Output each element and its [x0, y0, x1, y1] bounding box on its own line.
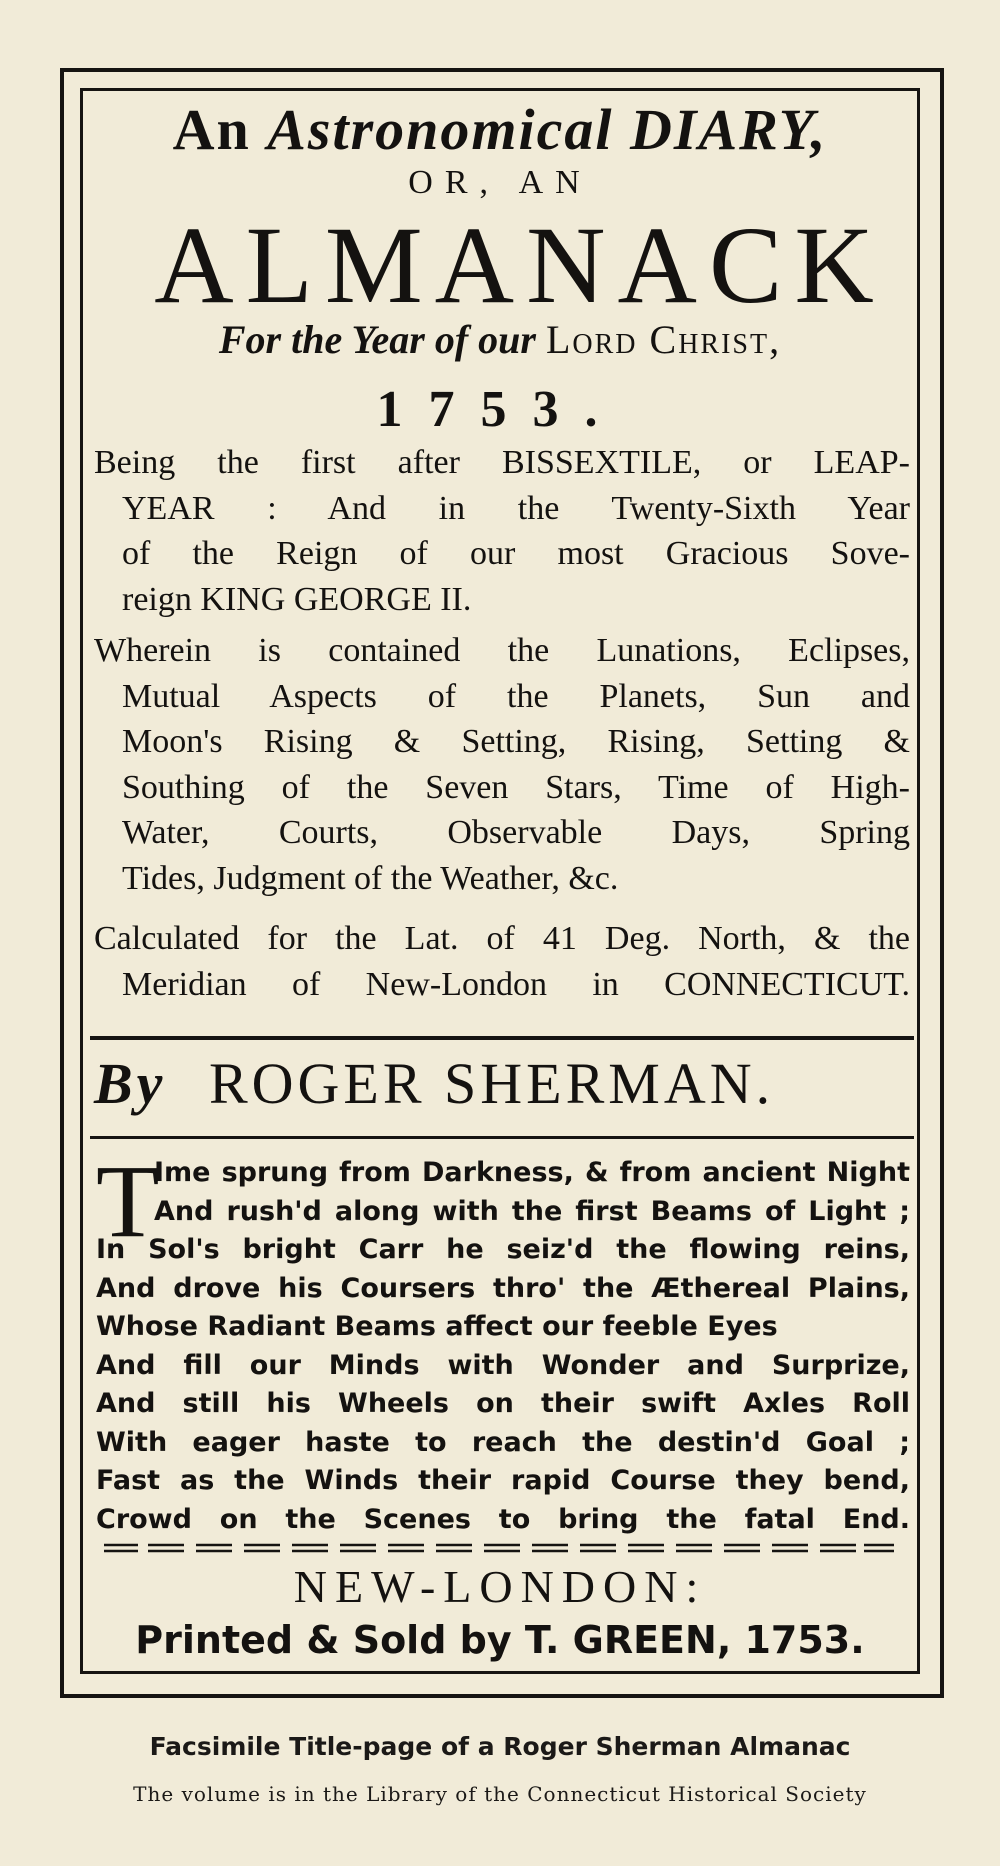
author-line: [94, 1050, 910, 1117]
paragraph-contents: [94, 628, 910, 901]
paragraph-line: Meridian of New-London in CONNECTICUT.: [122, 965, 910, 1003]
paragraph-line: YEAR : And in the Twenty-Sixth Year: [122, 489, 910, 527]
poem-line: And still his Wheels on their swift Axles Roll: [96, 1388, 910, 1419]
poem-line: Ime sprung from Darkness, & from ancient Night: [154, 1157, 910, 1188]
title-an: An: [172, 97, 251, 162]
poem-line: With eager haste to reach the destin'd Goal ;: [96, 1426, 910, 1458]
paragraph-line: Southing of the Seven Stars, Time of High-: [122, 768, 910, 806]
paragraph-line: Calculated for the Lat. of 41 Deg. North, & the: [94, 920, 910, 957]
paragraph-line: reign KING GEORGE II.: [122, 580, 472, 618]
poem-line: And fill our Minds with Wonder and Surprize,: [96, 1349, 910, 1381]
paragraph-line: Being the first after BISSEXTILE, or LEAP-: [94, 444, 910, 481]
caption-note: The volume is in the Library of the Connecticut Historical Society: [133, 1782, 867, 1806]
title-date: 1753.: [376, 381, 624, 438]
paragraph-calculated: [94, 916, 910, 1007]
rule-divider: [90, 1036, 914, 1040]
author-by: By: [94, 1051, 167, 1116]
imprint-place: NEW-LONDON:: [293, 1561, 707, 1612]
rule-divider: [90, 1136, 914, 1139]
paragraph-line: Water, Courts, Observable Days, Spring: [122, 814, 910, 851]
title-almanack: ALMANACK: [154, 204, 886, 326]
title-astronomical-diary: Astronomical DIARY,: [267, 97, 828, 162]
author-name: ROGER SHERMAN.: [208, 1051, 775, 1116]
poem-line: Whose Radiant Beams affect our feeble Eyes: [96, 1311, 778, 1342]
caption-title: Facsimile Title-page of a Roger Sherman Almanac: [149, 1732, 851, 1761]
paragraph-line: Wherein is contained the Lunations, Eclipses,: [94, 632, 910, 669]
title-or-an: OR, AN: [408, 164, 592, 201]
paragraph-line: Mutual Aspects of the Planets, Sun and: [122, 677, 910, 715]
title-lord-christ: Lord Christ,: [545, 317, 782, 362]
title-year-italic: For the Year of our: [218, 317, 536, 362]
paragraph-line: Tides, Judgment of the Weather, &c.: [122, 859, 619, 897]
poem-line: Crowd on the Scenes to bring the fatal End.: [96, 1503, 910, 1535]
title-line-astronomical-diary: [0, 96, 1000, 163]
poem: [96, 1154, 910, 1539]
paragraph-line: of the Reign of our most Gracious Sove-: [122, 535, 910, 572]
poem-line: And rush'd along with the first Beams of Light ;: [154, 1195, 910, 1227]
poem-dropcap: T: [96, 1144, 160, 1259]
imprint-printer: Printed & Sold by T. GREEN, 1753.: [135, 1618, 865, 1662]
ornamental-dash-rule: [104, 1542, 894, 1554]
title-year-line: [0, 316, 1000, 363]
paragraph-bissextile: [94, 440, 910, 622]
poem-line: And drove his Coursers thro' the Æthereal Plains,: [96, 1272, 910, 1304]
poem-line: Fast as the Winds their rapid Course they bend,: [96, 1465, 910, 1496]
paragraph-line: Moon's Rising & Setting, Rising, Setting &: [122, 723, 910, 760]
poem-line: In Sol's bright Carr he seiz'd the flowing reins,: [96, 1234, 910, 1265]
